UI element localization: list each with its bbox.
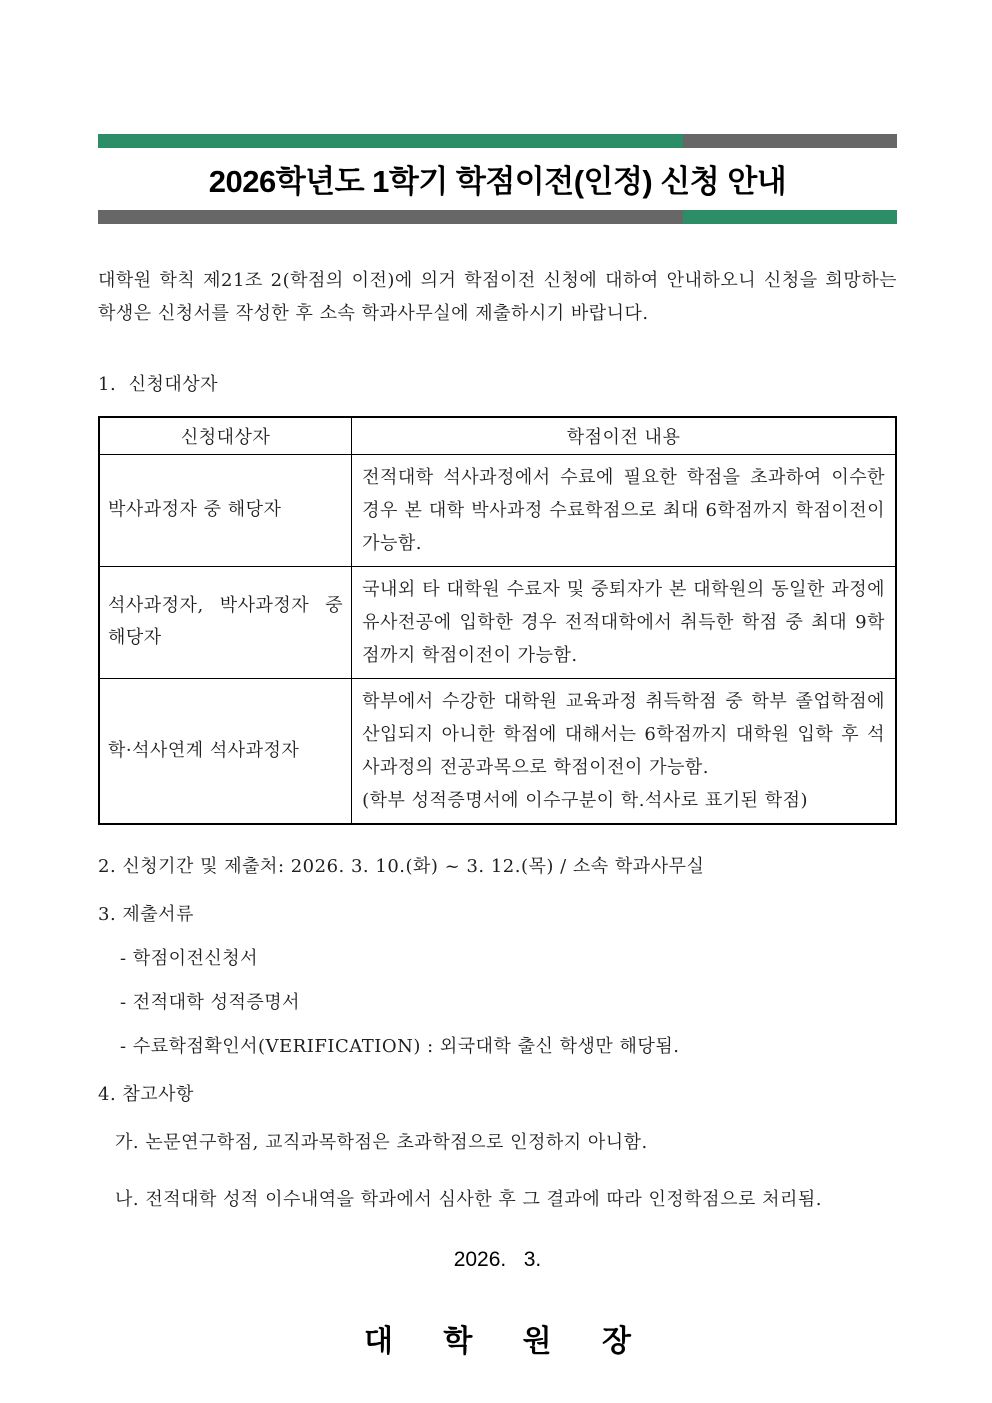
submission-doc-item: - 수료학점확인서(VERIFICATION) : 외국대학 출신 학생만 해당됨. bbox=[120, 1035, 680, 1057]
cell-target: 박사과정자 중 해당자 bbox=[99, 454, 352, 566]
cell-target: 학·석사연계 석사과정자 bbox=[99, 678, 352, 824]
reference-item: 가. 논문연구학점, 교직과목학점은 초과학점으로 인정하지 아니함. bbox=[115, 1131, 648, 1153]
column-header-target: 신청대상자 bbox=[99, 417, 352, 454]
document-header bbox=[98, 134, 897, 224]
column-header-content: 학점이전 내용 bbox=[352, 417, 896, 454]
header-accent-bar-bottom bbox=[98, 210, 897, 224]
table-row bbox=[99, 678, 896, 824]
section1-heading: 1. 신청대상자 bbox=[98, 374, 219, 395]
cell-content: 전적대학 석사과정에서 수료에 필요한 학점을 초과하여 이수한 경우 본 대학 박사과정 수료학점으로 최대 6학점까지 학점이전이 가능함. bbox=[352, 454, 896, 566]
section4-heading: 4. 참고사항 bbox=[98, 1083, 194, 1105]
cell-content-text: 학부에서 수강한 대학원 교육과정 취득학점 중 학부 졸업학점에 산입되지 아니한 학점에 대해서는 6학점까지 대학원 입학 후 석사과정의 전공과목으로 학점이전이 가능함. bbox=[362, 690, 885, 778]
cell-content bbox=[352, 678, 896, 824]
table-header-row bbox=[99, 417, 896, 454]
section3-heading: 3. 제출서류 bbox=[98, 903, 194, 925]
signer-title: 대 학 원 장 bbox=[364, 1324, 631, 1358]
intro-paragraph: 대학원 학칙 제21조 2(학점의 이전)에 의거 학점이전 신청에 대하여 안내하오니 신청을 희망하는 학생은 신청서를 작성한 후 소속 학과사무실에 제출하시기 바랍니다. bbox=[98, 270, 897, 324]
submission-doc-item: - 학점이전신청서 bbox=[120, 947, 259, 969]
footer-date: 2026. 3. bbox=[453, 1247, 542, 1271]
cell-content-note: (학부 성적증명서에 이수구분이 학.석사로 표기된 학점) bbox=[362, 789, 809, 811]
cell-content: 국내외 타 대학원 수료자 및 중퇴자가 본 대학원의 동일한 과정에 유사전공에 입학한 경우 전적대학에서 취득한 학점 중 최대 9학점까지 학점이전이 가능함. bbox=[352, 566, 896, 678]
submission-doc-item: - 전적대학 성적증명서 bbox=[120, 991, 301, 1013]
page-title: 2026학년도 1학기 학점이전(인정) 신청 안내 bbox=[208, 164, 787, 199]
reference-item: 나. 전적대학 성적 이수내역을 학과에서 심사한 후 그 결과에 따라 인정학점으로 처리됨. bbox=[115, 1188, 822, 1210]
applicants-table bbox=[98, 416, 897, 825]
table-row bbox=[99, 454, 896, 566]
table-row bbox=[99, 566, 896, 678]
cell-target: 석사과정자, 박사과정자 중 해당자 bbox=[99, 566, 352, 678]
header-accent-bar-top bbox=[98, 134, 897, 148]
section2-heading: 2. 신청기간 및 제출처: 2026. 3. 10.(화) ~ 3. 12.(목) / 소속 학과사무실 bbox=[98, 855, 705, 877]
